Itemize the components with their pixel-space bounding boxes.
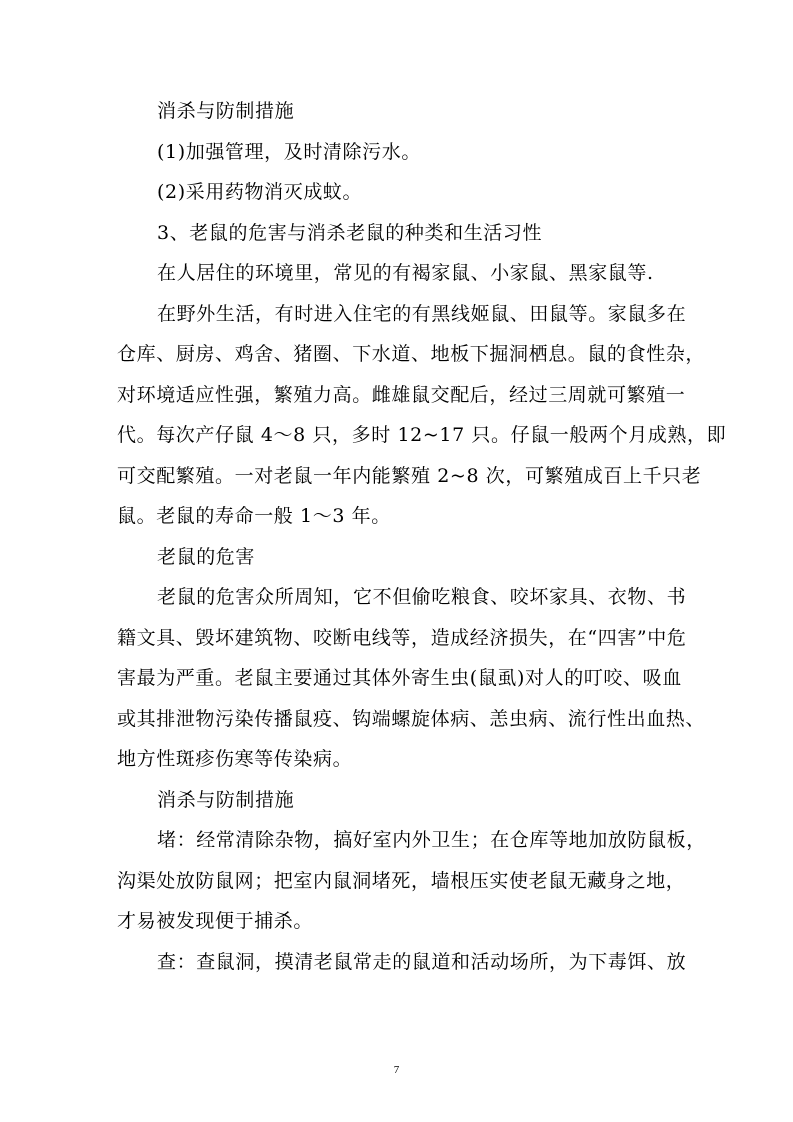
paragraph-line: 才易被发现便于捕杀。 [117, 910, 314, 932]
paragraph-line: 地方性斑疹伤寒等传染病。 [117, 748, 353, 770]
document-body [117, 91, 727, 982]
paragraph-line: 在人居住的环境里，常见的有褐家鼠、小家鼠、黑家鼠等. [157, 262, 654, 284]
paragraph-line: 可交配繁殖。一对老鼠一年内能繁殖 2~8 次，可繁殖成百上千只老 [117, 464, 702, 487]
paragraph-line: 对环境适应性强，繁殖力高。雌雄鼠交配后，经过三周就可繁殖一 [117, 383, 686, 406]
paragraph-line: 鼠。老鼠的寿命一般 1～3 年。 [117, 505, 391, 527]
paragraph-line: 或其排泄物污染传播鼠疫、钩端螺旋体病、恙虫病、流行性出血热、 [117, 707, 706, 730]
paragraph-line: 害最为严重。老鼠主要通过其体外寄生虫(鼠虱)对人的叮咬、吸血 [117, 667, 682, 689]
paragraph-line: 查：查鼠洞，摸清老鼠常走的鼠道和活动场所，为下毒饵、放 [157, 950, 687, 973]
list-item: (1)加强管理，及时清除污水。 [157, 140, 421, 163]
paragraph-line: 在野外生活，有时进入住宅的有黑线姬鼠、田鼠等。家鼠多在 [157, 302, 687, 325]
paragraph-line: 沟渠处放防鼠网；把室内鼠洞堵死，墙根压实使老鼠无藏身之地， [117, 869, 686, 892]
section-heading-rat-hazards: 老鼠的危害 [157, 545, 256, 568]
section-heading-disinfection-measures: 消杀与防制措施 [157, 100, 295, 122]
list-item: (2)采用药物消灭成蚊。 [157, 181, 363, 203]
section-heading-rats: 3、老鼠的危害与消杀老鼠的种类和生活习性 [157, 221, 543, 244]
paragraph-line: 代。每次产仔鼠 4～8 只，多时 12~17 只。仔鼠一般两个月成熟，即 [117, 424, 727, 446]
paragraph-line: 老鼠的危害众所周知，它不但偷吃粮食、咬坏家具、衣物、书 [157, 586, 687, 608]
section-heading-disinfection-measures: 消杀与防制措施 [157, 788, 295, 811]
paragraph-line: 仓库、厨房、鸡舍、猪圈、下水道、地板下掘洞栖息。鼠的食性杂， [117, 343, 706, 365]
page-number: 7 [393, 1064, 400, 1076]
paragraph-line: 堵：经常清除杂物，搞好室内外卫生；在仓库等地加放防鼠板， [157, 829, 706, 851]
paragraph-line: 籍文具、毁坏建筑物、咬断电线等，造成经济损失，在“四害”中危 [117, 626, 687, 649]
